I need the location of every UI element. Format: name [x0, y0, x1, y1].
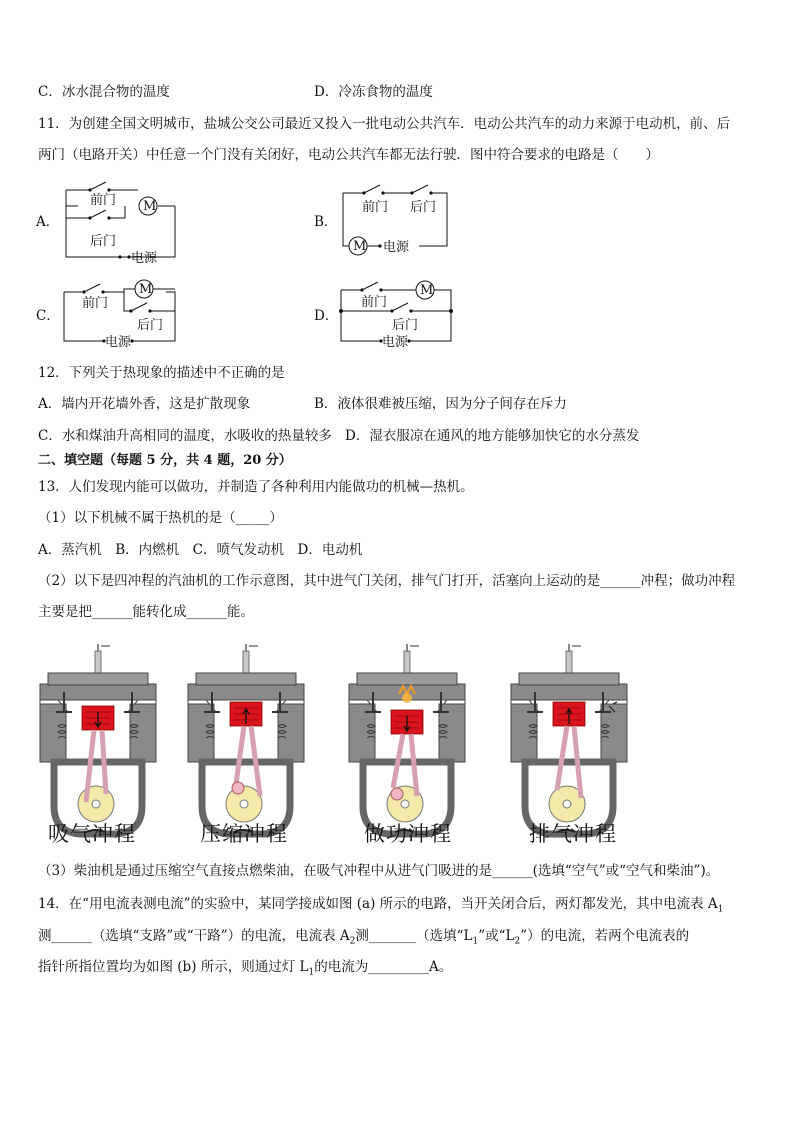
circuit-b-motor: M [353, 239, 367, 254]
q11-stem-line1: 11．为创建全国文明城市，盐城公交公司最近又投入一批电动公共汽车．电动公共汽车的动力来源于电动机，前、后 [38, 116, 731, 132]
q12-option-c: C．水和煤油升高相同的温度，水吸收的热量较多 [38, 428, 332, 444]
q13-part1-options: A．蒸汽机 B．内燃机 C．喷气发动机 D．电动机 [38, 542, 363, 558]
q14-line2 [38, 927, 689, 951]
circuit-c-front-door: 前门 [82, 296, 109, 311]
caption-intake-stroke: 吸气冲程 [48, 822, 136, 846]
caption-compression-stroke: 压缩冲程 [200, 822, 288, 846]
q14-line2-d: ”）的电流，若两个电流表的 [520, 928, 690, 944]
power-stroke-engine [349, 644, 465, 834]
circuit-a-front-door: 前门 [90, 193, 117, 208]
circuit-a-power: 电源 [131, 251, 158, 266]
circuit-a-back-door: 后门 [90, 234, 117, 249]
circuit-d-front-door: 前门 [361, 295, 388, 310]
caption-power-stroke: 做功冲程 [364, 822, 452, 846]
q14-line3-a: 指针所指位置均为如图 (b) 所示，则通过灯 L [38, 959, 309, 975]
q11-label-b: B． [314, 214, 338, 230]
circuit-d-power: 电源 [382, 335, 409, 350]
circuit-c-back-door: 后门 [137, 318, 164, 333]
circuit-c-power: 电源 [105, 335, 132, 350]
circuit-d-back-door: 后门 [392, 318, 419, 333]
q14-line3 [38, 958, 452, 982]
q14-line3-b: 的电流为_________A。 [314, 959, 453, 975]
caption-exhaust-stroke: 排气冲程 [529, 822, 617, 846]
exhaust-stroke-engine [511, 644, 627, 834]
q14-line2-a: 测______（选填“支路”或“干路”）的电流，电流表 A [38, 928, 350, 944]
q12-option-d: D．湿衣服凉在通风的地方能够加快它的水分蒸发 [345, 428, 640, 444]
circuit-d-motor: M [420, 283, 434, 298]
q13-part1: （1）以下机械不属于热机的是（_____） [38, 510, 283, 526]
circuit-b-power: 电源 [383, 240, 410, 255]
q13-part2-line1: （2）以下是四冲程的汽油机的工作示意图，其中进气门关闭，排气门打开，活塞向上运动的是______冲程；做功冲程 [38, 573, 736, 589]
q12-option-b: B．液体很难被压缩，因为分子间存在斥力 [314, 396, 567, 412]
q13-part3: （3）柴油机是通过压缩空气直接点燃柴油，在吸气冲程中从进气门吸进的是______(选填“空气”或“空气和柴油”)。 [38, 863, 720, 879]
q10-option-c: C．冰水混合物的温度 [38, 84, 170, 100]
q14-line2-b: 测_______（选填“L [355, 928, 473, 944]
q14-l1-subscript-2: 1 [308, 967, 315, 978]
q14-l2-subscript: 2 [514, 936, 521, 947]
q12-stem: 12．下列关于热现象的描述中不正确的是 [38, 365, 285, 381]
q14-a1-subscript: 1 [717, 904, 724, 915]
intake-stroke-engine [40, 644, 156, 834]
section-heading: 二、填空题（每题 5 分，共 4 题，20 分） [38, 453, 292, 468]
circuit-b-back-door: 后门 [410, 200, 437, 215]
q11-label-d: D． [314, 308, 339, 324]
q14-line1-text: 14．在“用电流表测电流”的实验中，某同学接成如图 (a) 所示的电路，当开关闭合后，两灯都发光，其中电流表 A [38, 896, 718, 912]
q12-option-a: A．墙内开花墙外香，这是扩散现象 [38, 396, 251, 412]
circuit-b-front-door: 前门 [362, 200, 389, 215]
q14-l1-subscript: 1 [472, 936, 479, 947]
q10-option-d: D．冷冻食物的温度 [314, 84, 433, 100]
q13-stem: 13．人们发现内能可以做功，并制造了各种利用内能做功的机械—热机。 [38, 479, 474, 495]
q14-line2-c: ”或“L [478, 928, 515, 944]
q14-line1 [38, 895, 723, 919]
circuit-a-motor: M [143, 199, 157, 214]
q13-part2-line2: 主要是把______能转化成______能。 [38, 604, 254, 620]
compression-stroke-engine [188, 644, 304, 834]
q11-label-c: C． [36, 308, 60, 324]
circuit-c-motor: M [139, 282, 153, 297]
q11-label-a: A． [36, 214, 60, 230]
q14-a2-subscript: 2 [349, 936, 356, 947]
q11-stem-line2: 两门（电路开关）中任意一个门没有关闭好，电动公共汽车都无法行驶．图中符合要求的电路是（ ） [38, 147, 659, 163]
